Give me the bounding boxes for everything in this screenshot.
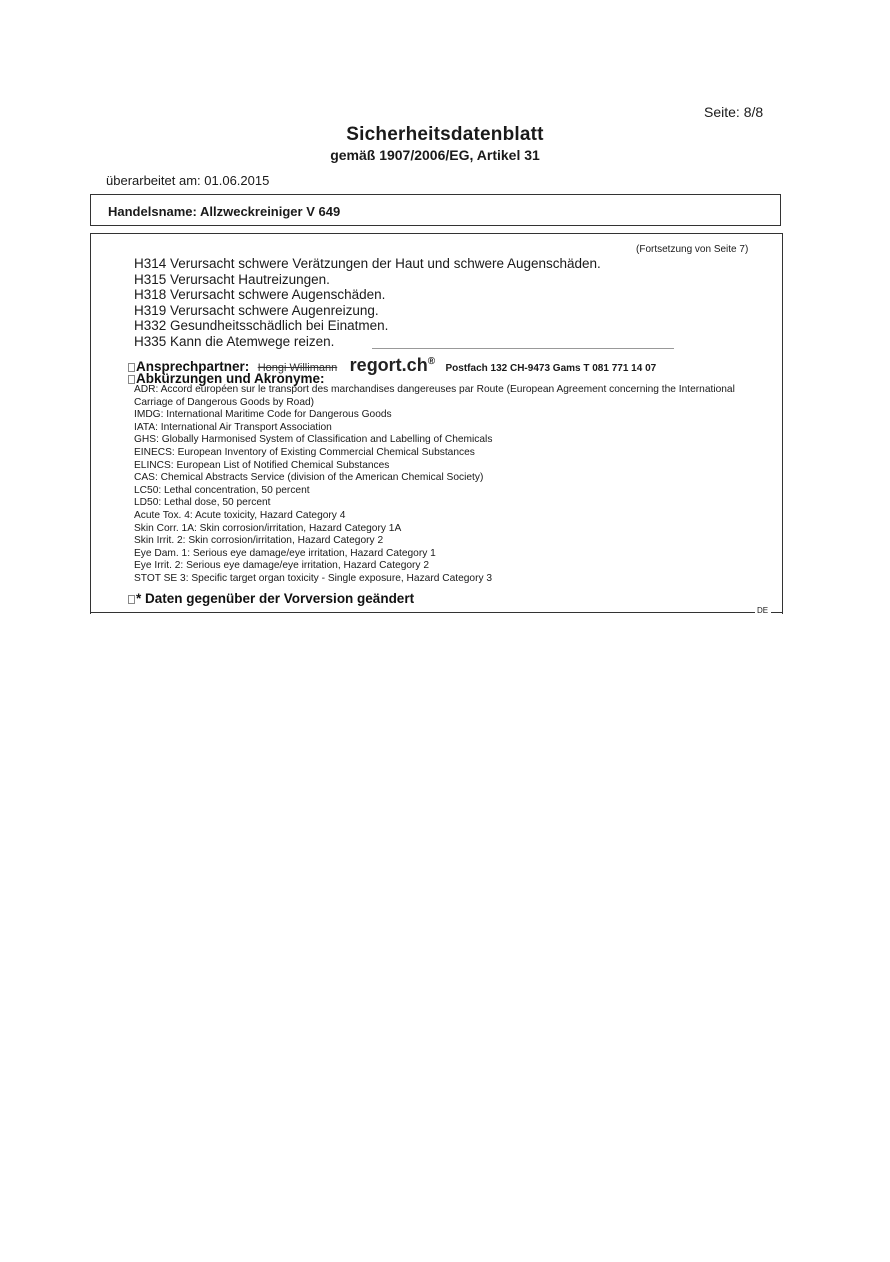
abbreviation-item: IMDG: International Maritime Code for Dangerous Goods xyxy=(134,409,392,421)
change-marker-icon xyxy=(128,375,135,384)
document-subtitle: gemäß 1907/2006/EG, Artikel 31 xyxy=(330,147,540,163)
document-title: Sicherheitsdatenblatt xyxy=(346,124,544,145)
changes-note-row xyxy=(128,590,414,608)
abbreviation-item: CAS: Chemical Abstracts Service (division of the American Chemical Society) xyxy=(134,472,484,484)
revision-date: überarbeitet am: 01.06.2015 xyxy=(106,173,270,188)
abbreviation-item: GHS: Globally Harmonised System of Classification and Labelling of Chemicals xyxy=(134,434,493,446)
abbreviation-item: LC50: Lethal concentration, 50 percent xyxy=(134,484,310,496)
company-address: Postfach 132 CH-9473 Gams T 081 771 14 07 xyxy=(445,363,657,374)
registered-mark: ® xyxy=(427,356,436,367)
language-code: DE xyxy=(757,606,769,615)
language-rule xyxy=(771,612,783,613)
page-number: Seite: 8/8 xyxy=(704,104,764,120)
abbreviation-item: Skin Irrit. 2: Skin corrosion/irritation, Hazard Category 2 xyxy=(134,535,384,547)
section-divider xyxy=(372,348,674,349)
changes-note: * Daten gegenüber der Vorversion geändert xyxy=(136,591,415,606)
company-logo xyxy=(350,355,435,375)
abbreviation-item: LD50: Lethal dose, 50 percent xyxy=(134,497,271,509)
abbreviation-item: ELINCS: European List of Notified Chemical Substances xyxy=(134,459,390,471)
hazard-statement: H318 Verursacht schwere Augenschäden. xyxy=(134,287,386,303)
hazard-statement: H314 Verursacht schwere Verätzungen der Haut und schwere Augenschäden. xyxy=(134,256,601,271)
hazard-statement: H315 Verursacht Hautreizungen. xyxy=(134,271,330,287)
abbreviation-item: Acute Tox. 4: Acute toxicity, Hazard Category 4 xyxy=(134,509,346,521)
contact-name: Hongi Willimann xyxy=(257,362,338,374)
company-name: regort.ch xyxy=(349,355,428,375)
hazard-statement: H335 Kann die Atemwege reizen. xyxy=(134,333,335,349)
hazard-statement: H332 Gesundheitsschädlich bei Einatmen. xyxy=(134,318,389,334)
hazard-statement-list xyxy=(134,256,601,350)
change-marker-icon xyxy=(128,595,135,604)
abbreviation-item: Eye Dam. 1: Serious eye damage/eye irritation, Hazard Category 1 xyxy=(134,547,436,559)
hazard-statement: H319 Verursacht schwere Augenreizung. xyxy=(134,302,379,318)
abbreviation-item: Eye Irrit. 2: Serious eye damage/eye irritation, Hazard Category 2 xyxy=(134,560,430,572)
abbreviation-item: IATA: International Air Transport Association xyxy=(134,421,332,433)
bottom-rule xyxy=(90,612,755,613)
trade-name: Handelsname: Allzweckreiniger V 649 xyxy=(108,204,341,219)
contact-label: Ansprechpartner: xyxy=(136,359,250,374)
trade-name-box xyxy=(90,194,781,226)
abbreviations-heading: Abkürzungen und Akronyme: xyxy=(136,371,325,386)
abbreviation-list xyxy=(134,384,754,586)
continuation-note: (Fortsetzung von Seite 7) xyxy=(636,244,749,255)
abbreviation-item: Skin Corr. 1A: Skin corrosion/irritation, Hazard Category 1A xyxy=(134,522,402,534)
abbreviation-item: STOT SE 3: Specific target organ toxicity - Single exposure, Hazard Category 3 xyxy=(134,572,493,584)
abbreviation-item: ADR: Accord européen sur le transport des marchandises dangereuses par Route (European Agreement concerning the International Carriage of Dangerous Goods by Road) xyxy=(134,384,735,408)
abbreviation-item: EINECS: European Inventory of Existing Commercial Chemical Substances xyxy=(134,446,475,458)
